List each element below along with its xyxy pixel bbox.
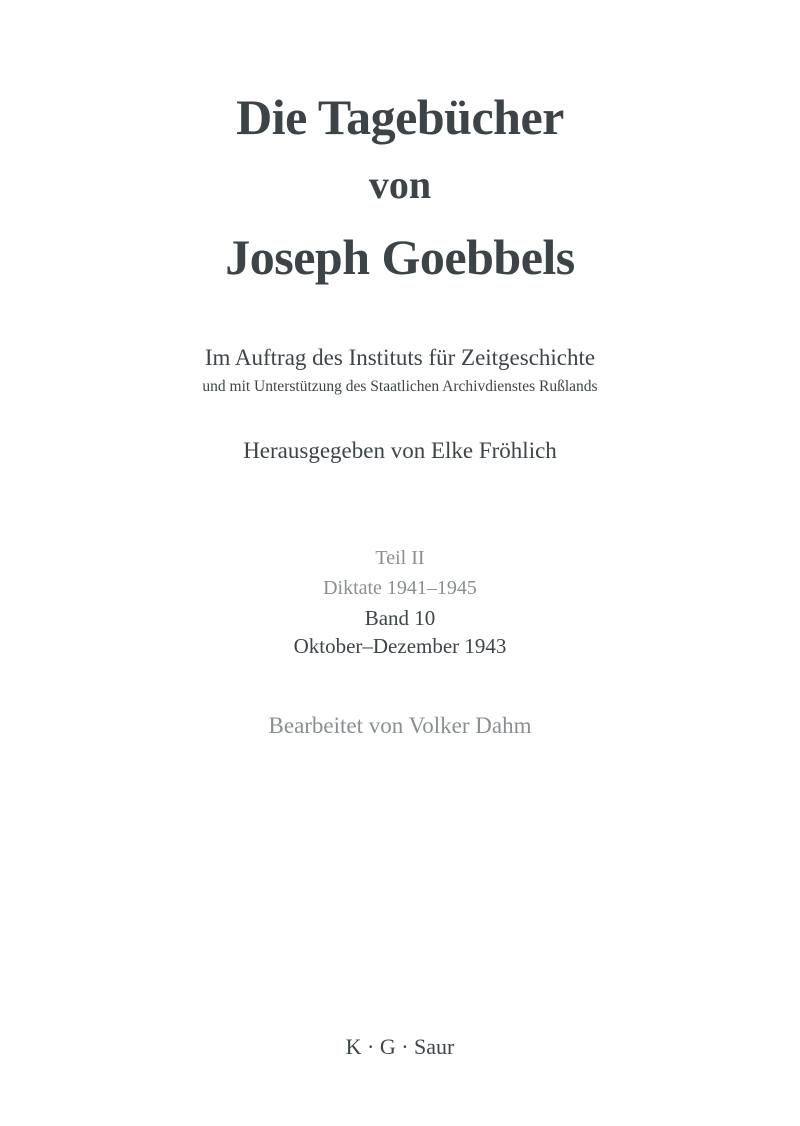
title-line-3: Joseph Goebbels bbox=[225, 229, 575, 285]
volume-line: Band 10 bbox=[364, 606, 436, 630]
title-line-1: Die Tagebücher bbox=[236, 89, 564, 145]
period-line: Oktober–Dezember 1943 bbox=[293, 634, 507, 658]
commission-line: Im Auftrag des Instituts für Zeitgeschichte bbox=[204, 345, 596, 370]
publisher-line: K · G · Saur bbox=[345, 1034, 455, 1059]
part-subtitle-line: Diktate 1941–1945 bbox=[323, 577, 477, 599]
editor-line: Herausgegeben von Elke Fröhlich bbox=[243, 438, 557, 463]
adapted-by-line: Bearbeitet von Volker Dahm bbox=[268, 713, 532, 738]
support-line: und mit Unterstützung des Staatlichen Archivdienstes Rußlands bbox=[202, 378, 598, 395]
title-line-2: von bbox=[368, 162, 432, 207]
part-line: Teil II bbox=[375, 547, 425, 569]
